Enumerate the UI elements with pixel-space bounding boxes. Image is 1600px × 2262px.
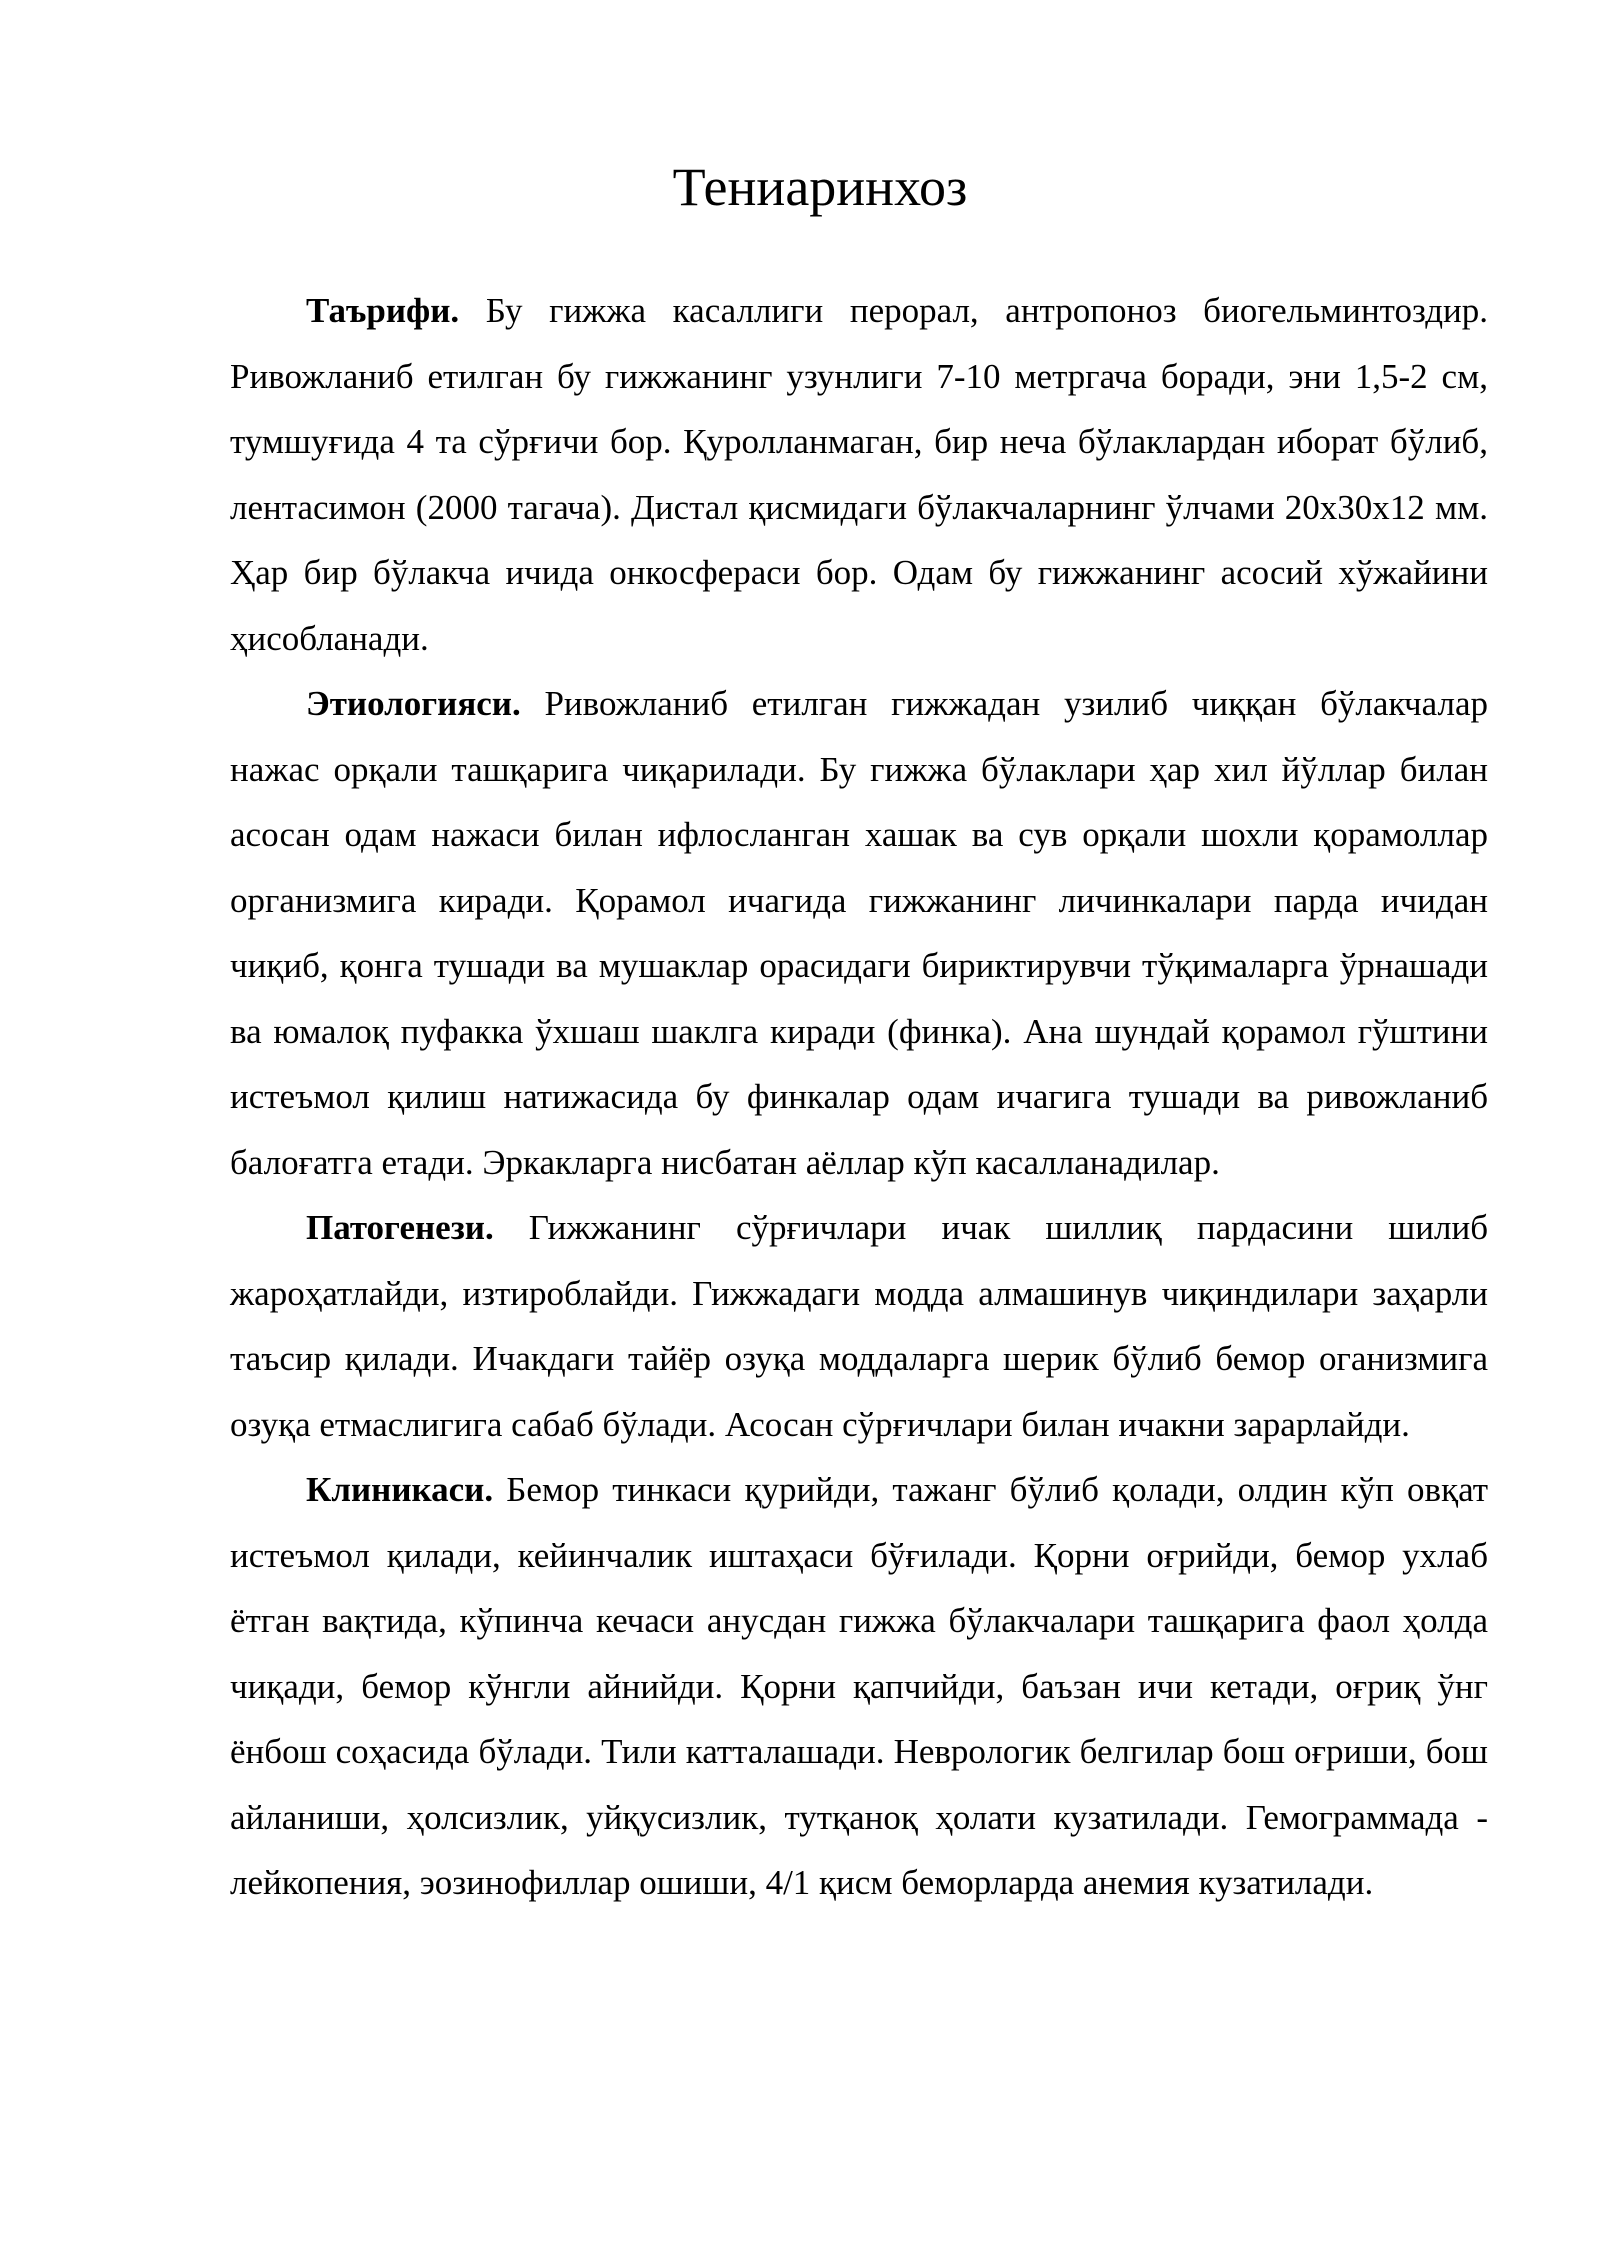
section-text: Ривожланиб етилган гижжадан узилиб чиққан бўлакчалар нажас орқали ташқарига чиқарилади. Бу гижжа бўлаклари ҳар хил йўллар билан асосан одам нажаси билан ифлосланган хашак ва сув орқали шохли қорамоллар организмига киради. Қорамол ичагида гижжанинг личинкалари парда ичидан чиқиб, қонга тушади ва мушаклар орасидаги бириктирувчи тўқималарга ўрнашади ва юмалоқ пуфакка ўхшаш шаклга киради (финка). Ана шундай қорамол гўштини истеъмол қилиш натижасида бу финкалар одам ичагига тушади ва ривожланиб балоғатга етади. Эркакларга нисбатан аёллар кўп касалланадилар. — [230, 684, 1488, 1182]
section-text: Бемор тинкаси қурийди, тажанг бўлиб қолади, олдин кўп овқат истеъмол қилади, кейинчалик иштаҳаси бўғилади. Қорни оғрийди, бемор ухлаб ётган вақтида, кўпинча кечаси анусдан гижжа бўлакчалари ташқарига фаол ҳолда чиқади, бемор кўнгли айнийди. Қорни қапчийди, баъзан ичи кетади, оғриқ ўнг ёнбош соҳасида бўлади. Тили катталашади. Неврологик белгилар бош оғриши, бош айланиши, ҳолсизлик, уйқусизлик, тутқаноқ ҳолати кузатилади. Гемограммада - лейкопения, эозинофиллар ошиши, 4/1 қисм беморларда анемия кузатилади. — [230, 1470, 1488, 1902]
section-clinical — [230, 1457, 1488, 1916]
section-term: Патогенези. — [306, 1208, 494, 1247]
section-term: Таърифи. — [306, 291, 460, 330]
document-title: Тениаринхоз — [672, 157, 968, 217]
section-term: Этиологияси. — [306, 684, 521, 723]
document-body — [230, 278, 1488, 1916]
section-definition — [230, 278, 1488, 671]
section-text: Гижжанинг сўрғичлари ичак шиллиқ пардасини шилиб жароҳатлайди, изтироблайди. Гижжадаги модда алмашинув чиқиндилари заҳарли таъсир қилади. Ичакдаги тайёр озуқа моддаларга шерик бўлиб бемор оганизмига озуқа етмаслигига сабаб бўлади. Асосан сўрғичлари билан ичакни зарарлайди. — [230, 1208, 1488, 1444]
section-text: Бу гижжа касаллиги перорал, антропоноз биогельминтоздир. Ривожланиб етилган бу гижжанинг узунлиги 7-10 метргача боради, эни 1,5-2 см, тумшуғида 4 та сўрғичи бор. Қуролланмаган, бир неча бўлаклардан иборат бўлиб, лентасимон (2000 тагача). Дистал қисмидаги бўлакчаларнинг ўлчами 20х30х12 мм. Ҳар бир бўлакча ичида онкосфераси бор. Одам бу гижжанинг асосий хўжайини ҳисобланади. — [230, 291, 1488, 658]
section-term: Клиникаси. — [306, 1470, 494, 1509]
section-etiology — [230, 671, 1488, 1195]
section-pathogenesis — [230, 1195, 1488, 1457]
